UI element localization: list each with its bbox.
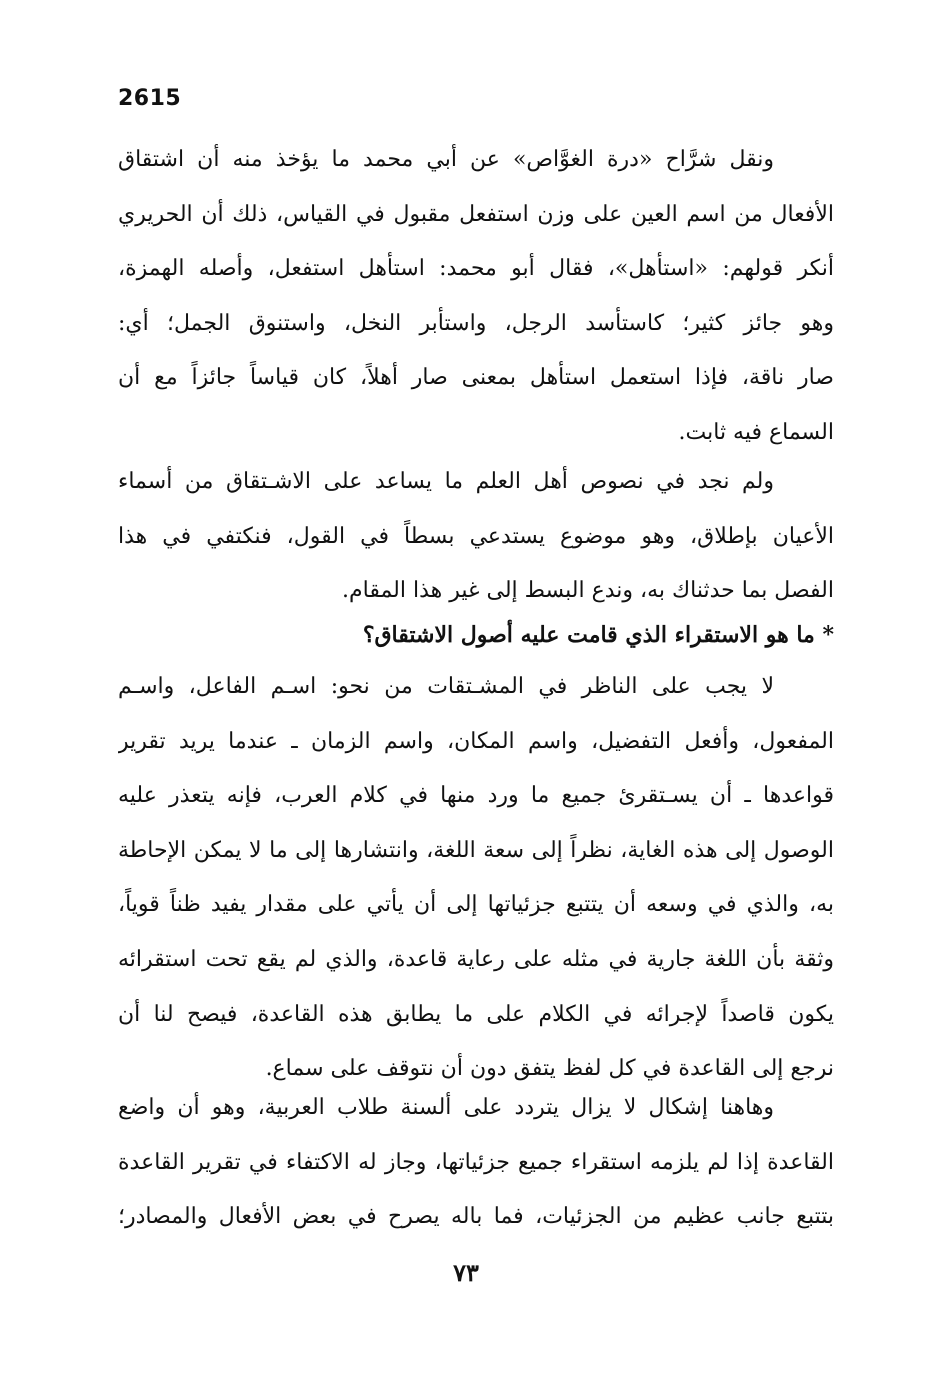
- page-number: ٧٣: [453, 1258, 479, 1287]
- text-line: المفعول، وأفعل التفضيل، واسم المكان، واسم الزمان ـ عندما يريد تقرير: [118, 728, 834, 754]
- text-line: وهو جائز كثير؛ كاستأسد الرجل، واستأبر النخل، واستنوق الجمل؛ أي:: [118, 310, 834, 336]
- text-line: لا يجب على الناظر في المشـتقات من نحو: اسـم الفاعل، واسـم: [118, 674, 774, 699]
- paragraph-2: [118, 455, 834, 619]
- text-line: ونقل شرَّاح «درة الغوَّاص» عن أبي محمد ما يؤخذ منه أن اشتقاق: [118, 147, 774, 172]
- text-line: نرجع إلى القاعدة في كل لفظ يتفق دون أن نتوقف على سماع.: [265, 1056, 834, 1082]
- text-line: الفصل بما حدثناك به، وندع البسط إلى غير هذا المقام.: [342, 578, 834, 604]
- text-line: الوصول إلى هذه الغاية، نظراً إلى سعة اللغة، وانتشارها إلى ما لا يمكن الإحاطة: [118, 837, 834, 863]
- text-line: الأفعال من اسم العين على وزن استفعل مقبول في القياس، ذلك أن الحريري: [118, 201, 834, 227]
- page-id: 2615: [118, 86, 182, 111]
- text-line: صار ناقة، فإذا استعمل استأهل بمعنى صار أهلاً، كان قياساً جائزاً مع أن: [118, 365, 834, 391]
- text-line: به، والذي في وسعه أن يتتبع جزئياتها إلى أن يأتي على مقدار يفيد ظناً قوياً،: [118, 892, 834, 918]
- text-line: يكون قاصداً لإجرائه في الكلام على ما يطابق هذه القاعدة، فيصح لنا أن: [118, 1001, 834, 1027]
- text-line: الأعيان بإطلاق، وهو موضوع يستدعي بسطاً في القول، فنكتفي في هذا: [118, 523, 834, 549]
- text-line: ولم نجد في نصوص أهل العلم ما يساعد على الاشـتقاق من أسماء: [118, 469, 774, 494]
- text-line: وهاهنا إشكال لا يزال يتردد على ألسنة طلاب العربية، وهو أن واضع: [118, 1095, 774, 1120]
- text-line: وثقة بأن اللغة جارية في مثله على رعاية قاعدة، والذي لم يقع تحت استقرائه: [118, 946, 834, 972]
- text-line: قواعدها ـ أن يسـتقرئ جميع ما ورد منها في كلام العرب، فإنه يتعذر عليه: [118, 783, 834, 809]
- text-line: القاعدة إذا لم يلزمه استقراء جميع جزئياتها، وجاز له الاكتفاء في تقرير القاعدة: [118, 1149, 834, 1175]
- text-line: أنكر قولهم: «استأهل»، فقال أبو محمد: استأهل استفعل، وأصله الهمزة،: [118, 256, 834, 282]
- paragraph-1: [118, 133, 834, 461]
- paragraph-3: [118, 660, 834, 1097]
- text-line: السماع فيه ثابت.: [678, 419, 834, 445]
- text-line: بتتبع جانب عظيم من الجزئيات، فما باله يصرح في بعض الأفعال والمصادر؛: [118, 1204, 834, 1230]
- section-heading: * ما هو الاستقراء الذي قامت عليه أصول الاشتقاق؟: [362, 622, 834, 648]
- paragraph-4: [118, 1081, 834, 1245]
